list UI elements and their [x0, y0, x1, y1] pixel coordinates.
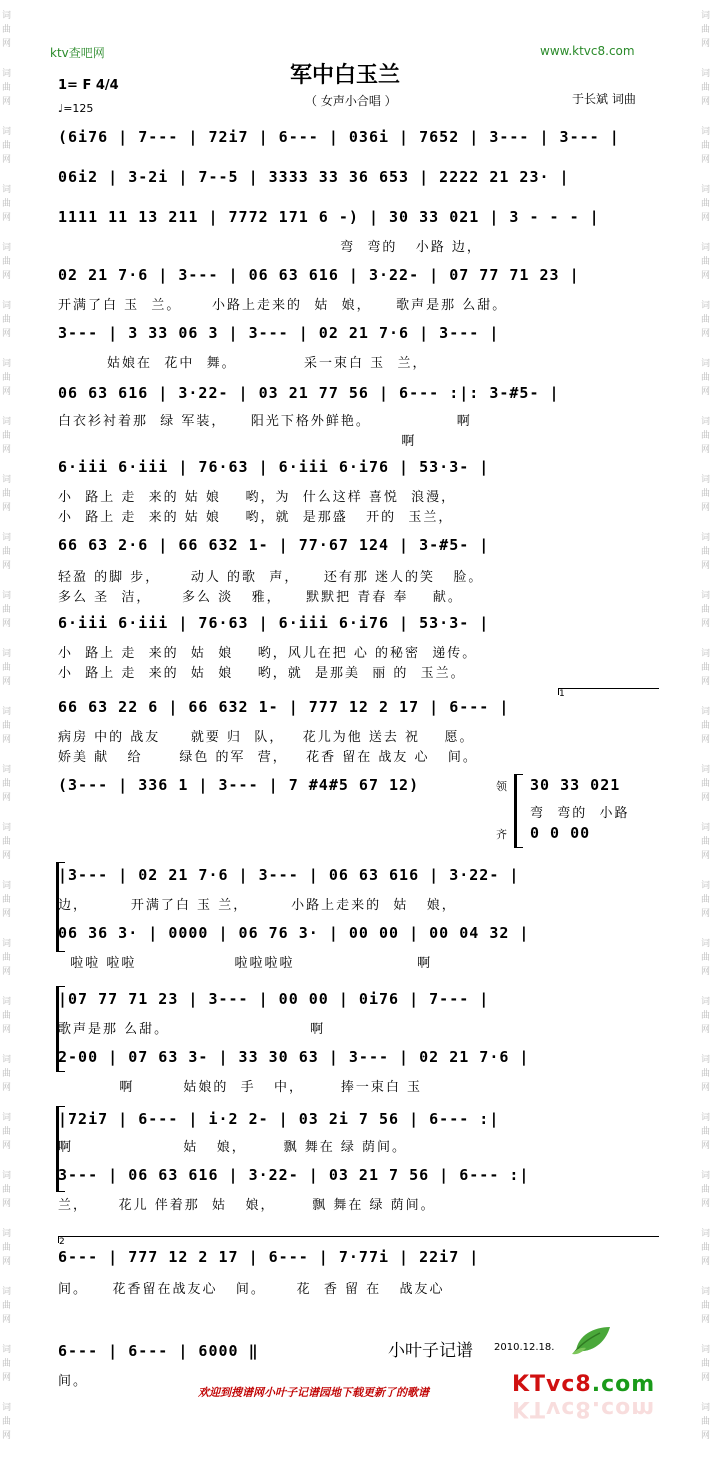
watermark-char: 词: [2, 475, 12, 485]
side-watermark-right: [699, 0, 713, 1465]
system-bracket-3: [56, 1106, 65, 1192]
lyric-row: 开满了白 玉 兰。 小路上走来的 姑 娘， 歌声是那 么甜。: [58, 298, 508, 313]
watermark-char: 词: [701, 591, 711, 601]
watermark-char: 词: [701, 359, 711, 369]
watermark-char: 曲: [2, 25, 12, 35]
lyric-row: 病房 中的 战友 就要 归 队， 花儿为他 送去 祝 愿。: [58, 730, 475, 745]
lyric-row: 小 路上 走 来的 姑 娘 哟，就 是那美 丽 的 玉兰。: [58, 666, 466, 681]
watermark-char: 曲: [701, 1127, 711, 1137]
watermark-char: 词: [701, 1287, 711, 1297]
watermark-char: 曲: [2, 315, 12, 325]
notation-row: 6--- | 777 12 2 17 | 6--- | 7·77i | 22i7 |: [58, 1248, 480, 1266]
watermark-char: 词: [2, 1229, 12, 1239]
lead-notes: 30 33 021: [530, 776, 621, 794]
watermark-char: 曲: [2, 373, 12, 383]
watermark-char: 词: [701, 707, 711, 717]
notation-row: 66 63 22 6 | 66 632 1- | 777 12 2 17 | 6--- |: [58, 698, 510, 716]
watermark-char: 网: [701, 387, 711, 397]
watermark-char: 曲: [701, 547, 711, 557]
watermark-char: 网: [2, 619, 12, 629]
watermark-char: 网: [2, 1199, 12, 1209]
lyric-row: 小 路上 走 来的 姑 娘 哟，就 是那盛 开的 玉兰，: [58, 510, 454, 525]
watermark-char: 词: [2, 1345, 12, 1355]
watermark-char: 网: [701, 1257, 711, 1267]
watermark-char: 词: [701, 475, 711, 485]
watermark-char: 网: [701, 909, 711, 919]
lyric-row: 间。 花香留在战友心 间。 花 香 留 在 战友心: [58, 1282, 445, 1297]
watermark-char: 词: [701, 533, 711, 543]
notation-row: 6·iii 6·iii | 76·63 | 6·iii 6·i76 | 53·3- |: [58, 614, 490, 632]
watermark-char: 网: [701, 271, 711, 281]
watermark-char: 词: [2, 823, 12, 833]
side-watermark-left: [0, 0, 14, 1465]
all-label: 齐: [496, 828, 507, 841]
watermark-char: 网: [2, 677, 12, 687]
watermark-char: 曲: [2, 489, 12, 499]
watermark-char: 网: [2, 1025, 12, 1035]
watermark-char: 词: [701, 301, 711, 311]
notation-row: (6i76 | 7--- | 72i7 | 6--- | 036i | 7652 | 3--- | 3--- |: [58, 128, 620, 146]
watermark-char: 词: [2, 1287, 12, 1297]
watermark-char: 词: [2, 185, 12, 195]
volta-first: 1: [558, 688, 659, 695]
watermark-char: 网: [701, 793, 711, 803]
watermark-char: 曲: [701, 1069, 711, 1079]
watermark-char: 词: [701, 69, 711, 79]
watermark-char: 网: [2, 793, 12, 803]
watermark-char: 网: [701, 97, 711, 107]
watermark-char: 词: [701, 881, 711, 891]
watermark-char: 曲: [2, 663, 12, 673]
lyric-row: 小 路上 走 来的 姑 娘 哟，为 什么这样 喜悦 浪漫，: [58, 490, 457, 505]
watermark-char: 曲: [2, 1359, 12, 1369]
watermark-char: 网: [701, 1141, 711, 1151]
watermark-char: 曲: [701, 315, 711, 325]
lyric-row: 轻盈 的脚 步， 动人 的歌 声， 还有那 迷人的笑 脸。: [58, 570, 484, 585]
watermark-char: 网: [2, 1257, 12, 1267]
song-subtitle: （ 女声小合唱 ）: [305, 94, 397, 108]
lyric-row: 白衣衫衬着那 绿 军装， 阳光下格外鲜艳。 啊: [58, 414, 472, 429]
notation-row: 3--- | 3 33 06 3 | 3--- | 02 21 7·6 | 3--- |: [58, 324, 500, 342]
watermark-char: 网: [701, 1199, 711, 1209]
lyric-row: 兰， 花儿 伴着那 姑 娘， 飘 舞在 绿 荫间。: [58, 1198, 436, 1213]
watermark-char: 词: [701, 1403, 711, 1413]
watermark-char: 词: [701, 1055, 711, 1065]
lyric-row: 娇美 献 给 绿色 的军 营， 花香 留在 战友 心 间。: [58, 750, 478, 765]
notation-row: (3--- | 336 1 | 3--- | 7 #4#5 67 12): [58, 776, 420, 794]
watermark-char: 词: [2, 1403, 12, 1413]
watermark-char: 曲: [701, 257, 711, 267]
watermark-char: 曲: [2, 779, 12, 789]
watermark-char: 词: [701, 243, 711, 253]
watermark-char: 网: [701, 503, 711, 513]
watermark-char: 曲: [2, 199, 12, 209]
watermark-char: 词: [2, 533, 12, 543]
notation-row: 6--- | 6--- | 6000 ‖: [58, 1342, 259, 1360]
watermark-char: 曲: [2, 1185, 12, 1195]
volta-second: 2: [58, 1236, 659, 1243]
lyric-row: 啊: [58, 434, 417, 449]
notation-row: 3--- | 06 63 616 | 3·22- | 03 21 7 56 | 6--- :|: [58, 1166, 530, 1184]
watermark-char: 网: [2, 97, 12, 107]
watermark-char: 网: [701, 967, 711, 977]
watermark-char: 网: [2, 561, 12, 571]
watermark-char: 曲: [2, 895, 12, 905]
watermark-char: 网: [2, 909, 12, 919]
watermark-char: 词: [2, 881, 12, 891]
watermark-char: 词: [2, 1055, 12, 1065]
watermark-char: 网: [701, 213, 711, 223]
watermark-char: 网: [701, 1083, 711, 1093]
watermark-char: 网: [701, 851, 711, 861]
watermark-char: 词: [2, 765, 12, 775]
watermark-char: 词: [701, 185, 711, 195]
watermark-char: 词: [701, 997, 711, 1007]
watermark-char: 曲: [701, 141, 711, 151]
watermark-char: 曲: [2, 1011, 12, 1021]
watermark-char: 词: [701, 1229, 711, 1239]
transcribe-date: 2010.12.18.: [494, 1342, 555, 1353]
notation-row: 06i2 | 3-2i | 7--5 | 3333 33 36 653 | 2222 21 23· |: [58, 168, 570, 186]
watermark-char: 曲: [701, 721, 711, 731]
lead-label: 领: [496, 780, 507, 793]
watermark-char: 曲: [2, 1069, 12, 1079]
notation-row: |72i7 | 6--- | i·2 2- | 03 2i 7 56 | 6--- :|: [58, 1110, 500, 1128]
watermark-char: 词: [2, 243, 12, 253]
lyric-row: 间。: [58, 1374, 89, 1389]
watermark-char: 词: [701, 823, 711, 833]
notation-row: |3--- | 02 21 7·6 | 3--- | 06 63 616 | 3·22- |: [58, 866, 520, 884]
author-credit: 于长斌 词曲: [572, 92, 636, 106]
watermark-char: 词: [701, 417, 711, 427]
notation-row: 2-00 | 07 63 3- | 33 30 63 | 3--- | 02 21 7·6 |: [58, 1048, 530, 1066]
watermark-char: 词: [701, 1113, 711, 1123]
watermark-char: 词: [701, 939, 711, 949]
watermark-char: 词: [2, 591, 12, 601]
watermark-char: 曲: [701, 953, 711, 963]
watermark-char: 词: [2, 359, 12, 369]
watermark-char: 曲: [701, 1417, 711, 1427]
watermark-char: 曲: [701, 25, 711, 35]
watermark-char: 曲: [2, 141, 12, 151]
watermark-char: 曲: [701, 1185, 711, 1195]
watermark-char: 网: [2, 1315, 12, 1325]
footer-note: 欢迎到搜谱网小叶子记谱园地下载更新了的歌谱: [198, 1386, 429, 1399]
ktvc8-logo-reflection: KTvc8.com: [512, 1396, 656, 1421]
part-bracket: [514, 774, 523, 848]
watermark-char: 曲: [701, 663, 711, 673]
watermark-char: 网: [2, 271, 12, 281]
watermark-char: 网: [701, 1025, 711, 1035]
watermark-char: 曲: [701, 837, 711, 847]
lyric-row: 边， 开满了白 玉 兰， 小路上走来的 姑 娘，: [58, 898, 457, 913]
watermark-char: 词: [2, 1171, 12, 1181]
watermark-char: 词: [701, 11, 711, 21]
watermark-char: 词: [2, 11, 12, 21]
leaf-icon: [570, 1323, 614, 1357]
notation-row: 06 63 616 | 3·22- | 03 21 77 56 | 6--- :|: 3-#5- |: [58, 384, 560, 402]
watermark-char: 词: [2, 997, 12, 1007]
ktvc8-logo[interactable]: KTvc8.com: [512, 1372, 656, 1397]
watermark-char: 词: [701, 765, 711, 775]
watermark-char: 词: [2, 417, 12, 427]
lyric-row: 啊 姑 娘， 飘 舞在 绿 荫间。: [58, 1140, 407, 1155]
watermark-char: 网: [2, 329, 12, 339]
watermark-char: 曲: [2, 83, 12, 93]
watermark-char: 网: [2, 1083, 12, 1093]
watermark-char: 词: [701, 649, 711, 659]
watermark-char: 网: [2, 155, 12, 165]
notation-row: 66 63 2·6 | 66 632 1- | 77·67 124 | 3-#5- |: [58, 536, 490, 554]
lead-lyrics: 弯 弯的 小路: [530, 806, 630, 821]
watermark-char: 曲: [701, 373, 711, 383]
watermark-char: 网: [701, 329, 711, 339]
watermark-char: 词: [2, 127, 12, 137]
notation-row: 6·iii 6·iii | 76·63 | 6·iii 6·i76 | 53·3- |: [58, 458, 490, 476]
lyric-row: 小 路上 走 来的 姑 娘 哟，风儿在把 心 的秘密 递传。: [58, 646, 478, 661]
watermark-char: 网: [2, 735, 12, 745]
watermark-char: 曲: [701, 1243, 711, 1253]
all-notes: 0 0 00: [530, 824, 591, 842]
notation-row: 06 36 3· | 0000 | 06 76 3· | 00 00 | 00 04 32 |: [58, 924, 530, 942]
lyric-row: 啊 姑娘的 手 中， 捧一束白 玉: [58, 1080, 422, 1095]
watermark-char: 曲: [701, 489, 711, 499]
watermark-char: 曲: [701, 1011, 711, 1021]
watermark-char: 曲: [701, 199, 711, 209]
watermark-char: 词: [2, 301, 12, 311]
watermark-char: 词: [2, 707, 12, 717]
watermark-char: 曲: [2, 547, 12, 557]
watermark-char: 曲: [701, 83, 711, 93]
watermark-char: 曲: [2, 605, 12, 615]
key-signature: 1= F 4/4: [58, 78, 119, 93]
watermark-char: 网: [2, 851, 12, 861]
lyric-row: 歌声是那 么甜。 啊: [58, 1022, 326, 1037]
watermark-char: 网: [701, 445, 711, 455]
watermark-char: 网: [701, 155, 711, 165]
site-label-left[interactable]: ktv查吧网: [50, 46, 105, 60]
watermark-char: 曲: [2, 837, 12, 847]
watermark-char: 词: [701, 1171, 711, 1181]
watermark-char: 曲: [2, 257, 12, 267]
watermark-char: 网: [701, 619, 711, 629]
notation-row: |07 77 71 23 | 3--- | 00 00 | 0i76 | 7--- |: [58, 990, 490, 1008]
lyric-row: 弯 弯的 小路 边，: [58, 240, 482, 255]
watermark-char: 曲: [2, 1127, 12, 1137]
watermark-char: 曲: [701, 779, 711, 789]
watermark-char: 网: [701, 677, 711, 687]
notation-row: 02 21 7·6 | 3--- | 06 63 616 | 3·22- | 07 77 71 23 |: [58, 266, 580, 284]
watermark-char: 曲: [2, 1301, 12, 1311]
watermark-char: 词: [701, 1345, 711, 1355]
watermark-char: 曲: [701, 605, 711, 615]
watermark-char: 网: [2, 1141, 12, 1151]
watermark-char: 网: [701, 1315, 711, 1325]
watermark-char: 网: [2, 503, 12, 513]
watermark-char: 词: [2, 1113, 12, 1123]
watermark-char: 曲: [701, 1301, 711, 1311]
watermark-char: 词: [2, 69, 12, 79]
watermark-char: 曲: [2, 431, 12, 441]
watermark-char: 曲: [2, 953, 12, 963]
watermark-char: 网: [2, 39, 12, 49]
watermark-char: 网: [2, 1431, 12, 1441]
watermark-char: 网: [2, 387, 12, 397]
watermark-char: 网: [701, 561, 711, 571]
watermark-char: 曲: [701, 431, 711, 441]
song-title: 军中白玉兰: [290, 63, 401, 88]
watermark-char: 曲: [701, 895, 711, 905]
watermark-char: 曲: [701, 1359, 711, 1369]
watermark-char: 网: [2, 967, 12, 977]
watermark-char: 曲: [2, 721, 12, 731]
watermark-char: 网: [701, 735, 711, 745]
watermark-char: 网: [701, 1373, 711, 1383]
watermark-char: 词: [2, 939, 12, 949]
watermark-char: 网: [2, 1373, 12, 1383]
watermark-char: 曲: [2, 1243, 12, 1253]
lyric-row: 姑娘在 花中 舞。 采一束白 玉 兰，: [58, 356, 428, 371]
watermark-char: 网: [701, 1431, 711, 1441]
watermark-char: 网: [2, 445, 12, 455]
watermark-char: 词: [701, 127, 711, 137]
lyric-row: 啦啦 啦啦 啦啦啦啦 啊: [58, 956, 433, 971]
watermark-char: 网: [701, 39, 711, 49]
system-bracket-2: [56, 986, 65, 1072]
transcriber-signature: 小叶子记谱: [388, 1341, 473, 1361]
watermark-char: 网: [2, 213, 12, 223]
system-bracket-1: [56, 862, 65, 952]
lyric-row: 多么 圣 洁， 多么 淡 雅， 默默把 青春 奉 献。: [58, 590, 463, 605]
watermark-char: 词: [2, 649, 12, 659]
notation-row: 1111 11 13 211 | 7772 171 6 -) | 30 33 021 | 3 - - - |: [58, 208, 600, 226]
site-label-right[interactable]: www.ktvc8.com: [540, 44, 635, 58]
watermark-char: 曲: [2, 1417, 12, 1427]
tempo-mark: ♩=125: [58, 102, 94, 115]
